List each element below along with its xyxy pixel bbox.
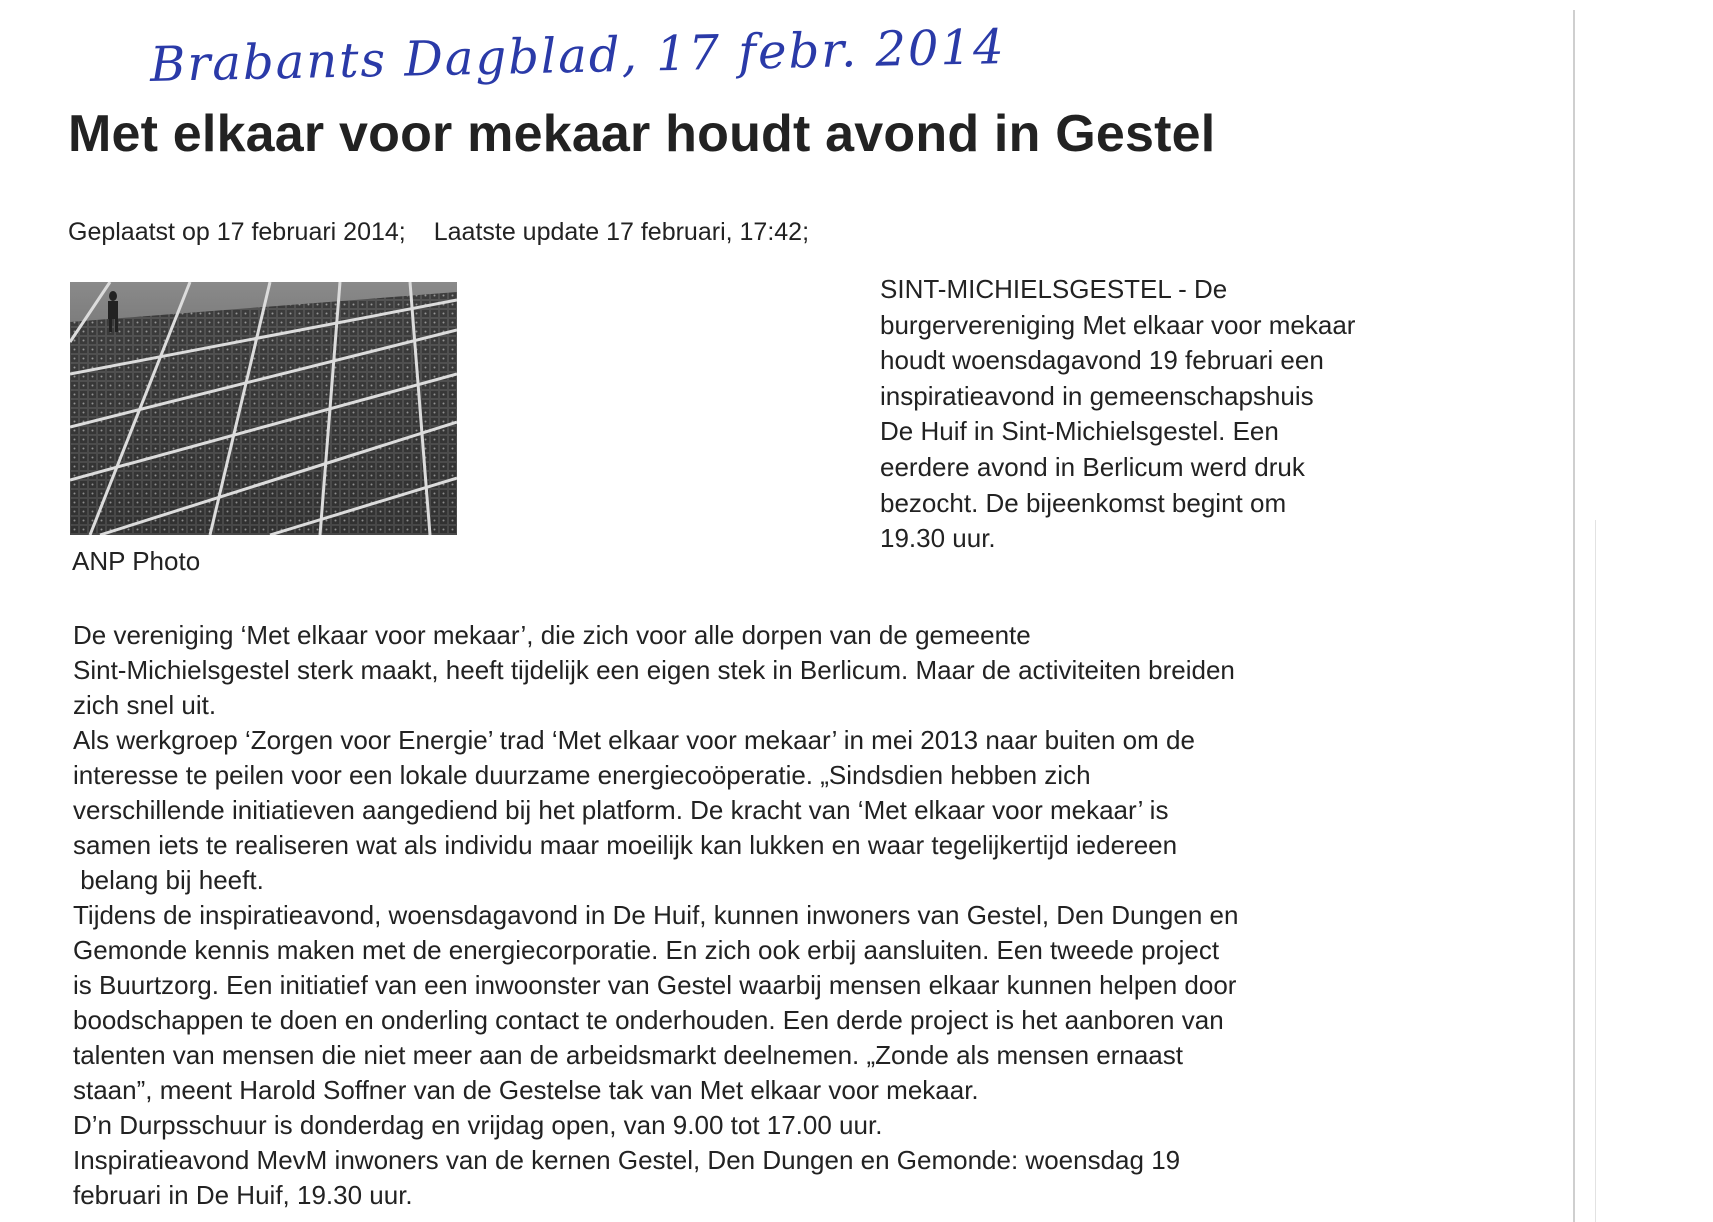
body-line: Tijdens de inspiratieavond, woensdagavond in De Huif, kunnen inwoners van Gestel, Den Dungen en	[73, 900, 1239, 930]
body-line: Als werkgroep ‘Zorgen voor Energie’ trad ‘Met elkaar voor mekaar’ in mei 2013 naar buiten om de	[73, 725, 1195, 755]
intro-line: inspiratieavond in gemeenschapshuis	[880, 380, 1314, 411]
intro-line: 19.30 uur.	[880, 523, 996, 554]
paper-edge-shadow	[1595, 520, 1596, 1222]
intro-line: eerdere avond in Berlicum werd druk	[880, 451, 1305, 482]
photo-credit: ANP Photo	[72, 546, 201, 576]
intro-line: bezocht. De bijeenkomst begint om	[880, 487, 1287, 518]
body-line: verschillende initiatieven aangediend bij het platform. De kracht van ‘Met elkaar voor mekaar’ is	[73, 795, 1169, 825]
body-line: D’n Durpsschuur is donderdag en vrijdag open, van 9.00 tot 17.00 uur.	[73, 1110, 883, 1140]
updated-date: Laatste update 17 februari, 17:42;	[433, 218, 810, 246]
article-intro	[880, 272, 1480, 557]
body-line: is Buurtzorg. Een initiatief van een inwoonster van Gestel waarbij mensen elkaar kunnen helpen door	[73, 970, 1237, 1000]
body-line: boodschappen te doen en onderling contact te onderhouden. Een derde project is het aanboren van	[73, 1005, 1224, 1035]
solar-panels-photo	[70, 282, 457, 535]
body-line: Inspiratieavond MevM inwoners van de kernen Gestel, Den Dungen en Gemonde: woensdag 19	[73, 1145, 1181, 1175]
intro-line: houdt woensdagavond 19 februari een	[880, 345, 1324, 376]
article-headline: Met elkaar voor mekaar houdt avond in Gestel	[68, 105, 1216, 163]
handwritten-source-note: Brabants Dagblad, 17 febr. 2014	[149, 19, 1007, 93]
body-line: interesse te peilen voor een lokale duurzame energiecoöperatie. „Sindsdien hebben zich	[73, 760, 1091, 790]
body-line: staan”, meent Harold Soffner van de Gestelse tak van Met elkaar voor mekaar.	[73, 1075, 979, 1105]
body-line: februari in De Huif, 19.30 uur.	[73, 1180, 413, 1210]
paper-edge	[1573, 10, 1575, 1222]
body-line: De vereniging ‘Met elkaar voor mekaar’, die zich voor alle dorpen van de gemeente	[73, 620, 1031, 650]
intro-line: SINT-MICHIELSGESTEL - De	[880, 274, 1228, 304]
body-line: Sint-Michielsgestel sterk maakt, heeft tijdelijk een eigen stek in Berlicum. Maar de activiteiten breiden	[73, 655, 1235, 685]
body-line: talenten van mensen die niet meer aan de arbeidsmarkt deelnemen. „Zonde als mensen ernaast	[73, 1040, 1183, 1070]
article-body	[73, 618, 1513, 1213]
body-line: Gemonde kennis maken met de energiecorporatie. En zich ook erbij aansluiten. Een tweede project	[73, 935, 1220, 965]
intro-line: De Huif in Sint-Michielsgestel. Een	[880, 416, 1279, 447]
body-line: samen iets te realiseren wat als individu maar moeilijk kan lukken en waar tegelijkertijd iedereen	[73, 830, 1178, 860]
intro-line: burgervereniging Met elkaar voor mekaar	[880, 309, 1356, 340]
body-line: belang bij heeft.	[73, 865, 264, 895]
article-dateline	[68, 218, 809, 247]
body-line: zich snel uit.	[73, 690, 217, 720]
posted-date: Geplaatst op 17 februari 2014;	[68, 218, 406, 246]
